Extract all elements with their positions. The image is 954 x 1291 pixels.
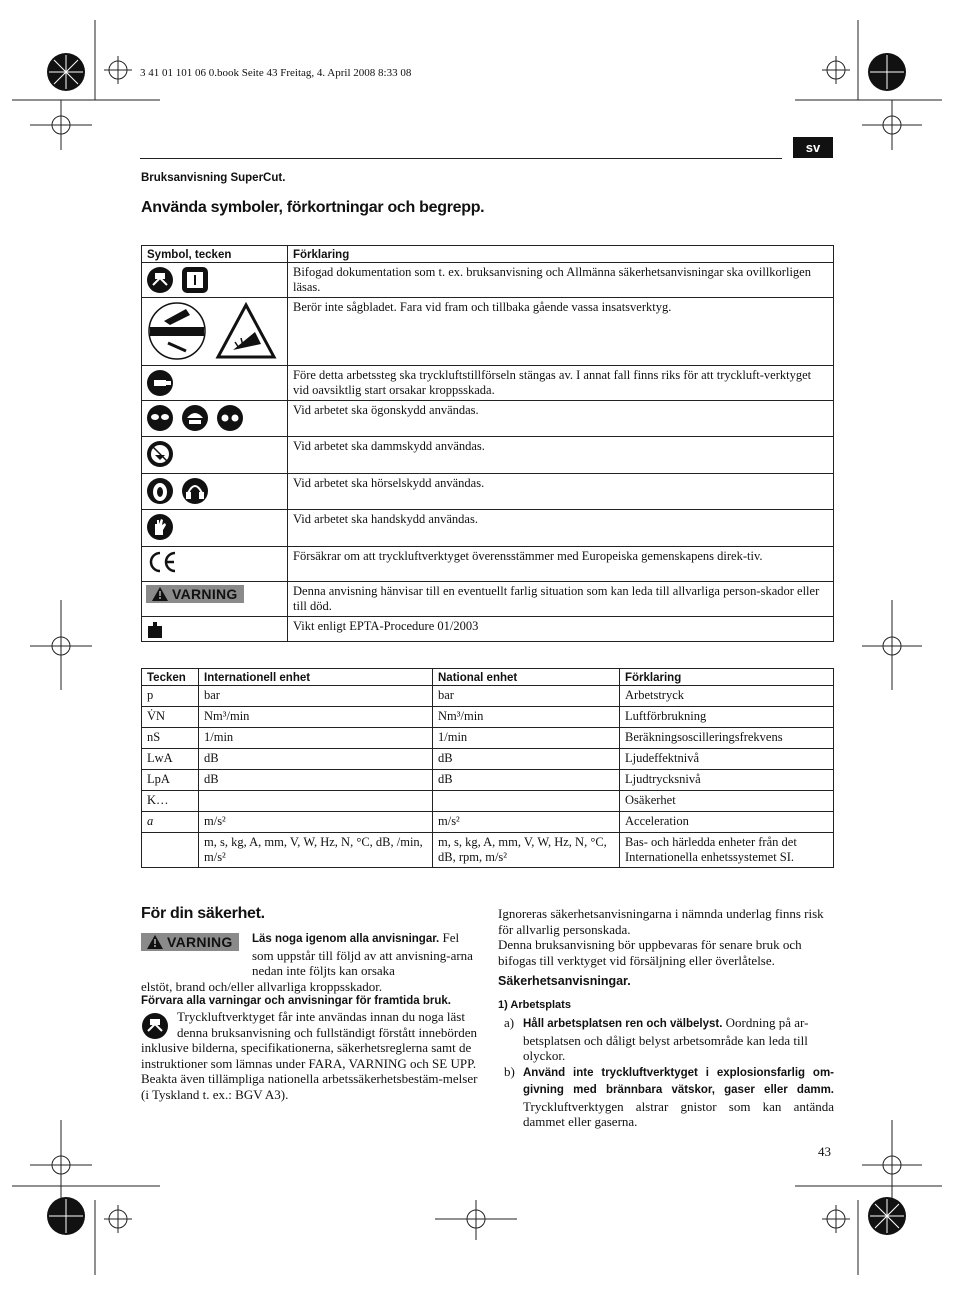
symbol-explanation: Denna anvisning hänvisar till en eventuellt farlig situation som kan leda till allvarliga person-skador eller till död. xyxy=(288,582,834,617)
weight-icon xyxy=(146,620,164,638)
varning-label: VARNING xyxy=(167,934,233,950)
sign-cell: p xyxy=(142,686,199,707)
section-title-safety: För din säkerhet. xyxy=(141,905,265,922)
explanation-cell: Ljudtrycksnivå xyxy=(620,770,834,791)
table-row xyxy=(142,401,834,437)
international-unit-cell: m/s² xyxy=(199,812,433,833)
units-table xyxy=(141,668,834,868)
international-unit-cell: Nm³/min xyxy=(199,707,433,728)
book-info-icon xyxy=(181,266,209,294)
section-workplace: 1) Arbetsplats xyxy=(498,998,571,1011)
varning-badge xyxy=(141,933,239,951)
header-symbol: Symbol, tecken xyxy=(142,246,288,263)
table-row xyxy=(142,686,834,707)
list-item-label: b) xyxy=(504,1063,515,1079)
varning-label: VARNING xyxy=(172,586,238,602)
section-title-symbols: Använda symboler, förkortningar och begrepp. xyxy=(141,199,485,216)
safety-right-column xyxy=(498,906,834,1130)
international-unit-cell: dB xyxy=(199,749,433,770)
warning-triangle-icon xyxy=(147,935,163,949)
header-national-unit: National enhet xyxy=(433,669,620,686)
safety-lead-cont: elstöt, brand och/eller allvarliga kroppsskador. xyxy=(141,978,383,994)
symbol-explanation: Vid arbetet ska hörselskydd användas. xyxy=(288,474,834,510)
national-unit-cell: bar xyxy=(433,686,620,707)
table-row xyxy=(142,749,834,770)
sign-cell: LpA xyxy=(142,770,199,791)
list-item-label: a) xyxy=(504,1015,515,1030)
table-row xyxy=(142,812,834,833)
varning-badge xyxy=(146,585,244,603)
attention-blade-icon xyxy=(146,301,208,361)
symbol-explanation: Vid arbetet ska dammskydd användas. xyxy=(288,437,834,474)
international-unit-cell xyxy=(199,791,433,812)
symbol-explanation: Bifogad dokumentation som t. ex. bruksanvisning och Allmänna säkerhetsanvisningar ska ovillkorligen läsas. xyxy=(288,263,834,298)
symbol-explanation: Försäkrar om att tryckluftverktyget överensstämmer med Europeiska gemenskapens direk-tiv. xyxy=(288,547,834,582)
explanation-cell: Ljudeffektnivå xyxy=(620,749,834,770)
list-item-bold: Håll arbetsplatsen ren och välbelyst. xyxy=(523,1018,723,1030)
symbol-explanation: Före detta arbetssteg ska tryckluftstillförseln stängas av. I annat fall finns riks för att tryckluft-verktyget vid oavsiktlig start orsakar kroppsskada. xyxy=(288,366,834,401)
symbol-explanation: Vikt enligt EPTA-Procedure 01/2003 xyxy=(288,617,834,642)
page-number: 43 xyxy=(818,1144,831,1159)
national-unit-cell xyxy=(433,791,620,812)
explanation-cell: Arbetstryck xyxy=(620,686,834,707)
safety-lead-bold: Läs noga igenom alla anvisningar. xyxy=(252,933,440,945)
national-unit-cell: dB xyxy=(433,770,620,791)
sign-cell: a xyxy=(142,812,199,833)
table-row xyxy=(142,437,834,474)
safety-subtitle: Säkerhetsanvisningar. xyxy=(498,974,631,988)
national-unit-cell: 1/min xyxy=(433,728,620,749)
dust-mask-icon xyxy=(146,440,174,468)
ce-mark-icon xyxy=(146,550,178,574)
table-row xyxy=(142,833,834,868)
sign-cell: nS xyxy=(142,728,199,749)
manual-subtitle: Bruksanvisning SuperCut. xyxy=(141,172,286,184)
table-header-row xyxy=(142,669,834,686)
read-manual-icon xyxy=(141,1012,169,1040)
safety-keep-note: Förvara alla varningar och anvisningar för framtida bruk. xyxy=(141,995,451,1007)
table-row xyxy=(142,617,834,642)
list-item-text: Tryckluftverktygen alstrar gnistor som kan antända dammet eller gaserna. xyxy=(523,1098,834,1129)
international-unit-cell: dB xyxy=(199,770,433,791)
sign-cell: V̇N xyxy=(142,707,199,728)
national-unit-cell: m, s, kg, A, mm, V, W, Hz, N, °C, dB, rpm, m/s² xyxy=(433,833,620,868)
table-row xyxy=(142,791,834,812)
symbol-explanation: Vid arbetet ska ögonskydd användas. xyxy=(288,401,834,437)
safety-paragraph-1: Tryckluftverktyget får inte användas innan du noga läst denna bruksanvisning och fullständigt förstått innebörden inklusive bilderna, specifikationerna, säkerhetsreglerna samt de instruktioner som lämnas under FARA, VARNING och SE UPP. xyxy=(141,1009,478,1071)
gloves-icon xyxy=(146,513,174,541)
language-badge: sv xyxy=(793,137,833,158)
header-international-unit: Internationell enhet xyxy=(199,669,433,686)
symbols-table xyxy=(141,245,834,642)
symbol-explanation: Berör inte sågbladet. Fara vid fram och tillbaka gående vassa insatsverktyg. xyxy=(288,298,834,366)
safety-paragraph-2: Beakta även tillämpliga nationella arbetssäkerhetsbestäm-melser (i Tyskland t. ex.: BGV A3). xyxy=(141,1071,478,1102)
national-unit-cell: dB xyxy=(433,749,620,770)
table-row xyxy=(142,510,834,547)
explanation-cell: Beräkningsoscilleringsfrekvens xyxy=(620,728,834,749)
table-row xyxy=(142,728,834,749)
sign-cell: LwA xyxy=(142,749,199,770)
table-row xyxy=(142,298,834,366)
list-item xyxy=(498,1064,834,1130)
explanation-cell: Luftförbrukning xyxy=(620,707,834,728)
table-header-row xyxy=(142,246,834,263)
header-explanation: Förklaring xyxy=(288,246,834,263)
list-item-bold: Använd inte tryckluftverktyget i explosionsfarlig om-givning med brännbara vätskor, gaser eller damm. xyxy=(523,1066,834,1096)
warning-triangle-icon xyxy=(152,587,168,601)
international-unit-cell: 1/min xyxy=(199,728,433,749)
list-item xyxy=(498,1015,834,1064)
explanation-cell: Acceleration xyxy=(620,812,834,833)
safety-glasses-icon xyxy=(216,404,244,432)
table-row xyxy=(142,474,834,510)
sign-cell: K… xyxy=(142,791,199,812)
table-row xyxy=(142,547,834,582)
print-meta: 3 41 01 101 06 0.book Seite 43 Freitag, 4. April 2008 8:33 08 xyxy=(140,67,412,79)
safety-lead-text: Fel som uppstår till följd av att anvisning-arna nedan inte följts kan orsaka xyxy=(252,930,473,978)
international-unit-cell: m, s, kg, A, mm, V, W, Hz, N, °C, dB, /min, m/s² xyxy=(199,833,433,868)
warning-triangle-icon xyxy=(215,302,277,360)
international-unit-cell: bar xyxy=(199,686,433,707)
table-row xyxy=(142,366,834,401)
safety-left-column xyxy=(141,930,478,1102)
units-table-body xyxy=(142,686,834,868)
header-rule xyxy=(140,158,782,159)
explanation-cell: Bas- och härledda enheter från det Internationella enhetssystemet SI. xyxy=(620,833,834,868)
sign-cell xyxy=(142,833,199,868)
air-disconnect-icon xyxy=(146,369,174,397)
explanation-cell: Osäkerhet xyxy=(620,791,834,812)
header-sign: Tecken xyxy=(142,669,199,686)
helmet-visor-icon xyxy=(181,404,209,432)
list-item-text: Oordning på ar-betsplatsen och dåligt belyst arbetsområde kan leda till olyckor. xyxy=(523,1015,809,1063)
national-unit-cell: Nm³/min xyxy=(433,707,620,728)
table-row xyxy=(142,707,834,728)
national-unit-cell: m/s² xyxy=(433,812,620,833)
read-manual-icon xyxy=(146,266,174,294)
safety-right-p1: Ignoreras säkerhetsanvisningarna i nämnda underlag finns risk för allvarlig personskada. xyxy=(498,906,824,937)
safety-right-p2: Denna bruksanvisning bör uppbevaras för senare bruk och bifogas till verktyget vid försäljning eller överlåtelse. xyxy=(498,937,802,968)
table-row xyxy=(142,582,834,617)
table-row xyxy=(142,263,834,298)
ear-muff-icon xyxy=(181,477,209,505)
table-row xyxy=(142,770,834,791)
header-explanation: Förklaring xyxy=(620,669,834,686)
safety-lead xyxy=(252,930,478,979)
symbol-explanation: Vid arbetet ska handskydd användas. xyxy=(288,510,834,547)
ear-protection-icon xyxy=(146,477,174,505)
goggles-icon xyxy=(146,404,174,432)
